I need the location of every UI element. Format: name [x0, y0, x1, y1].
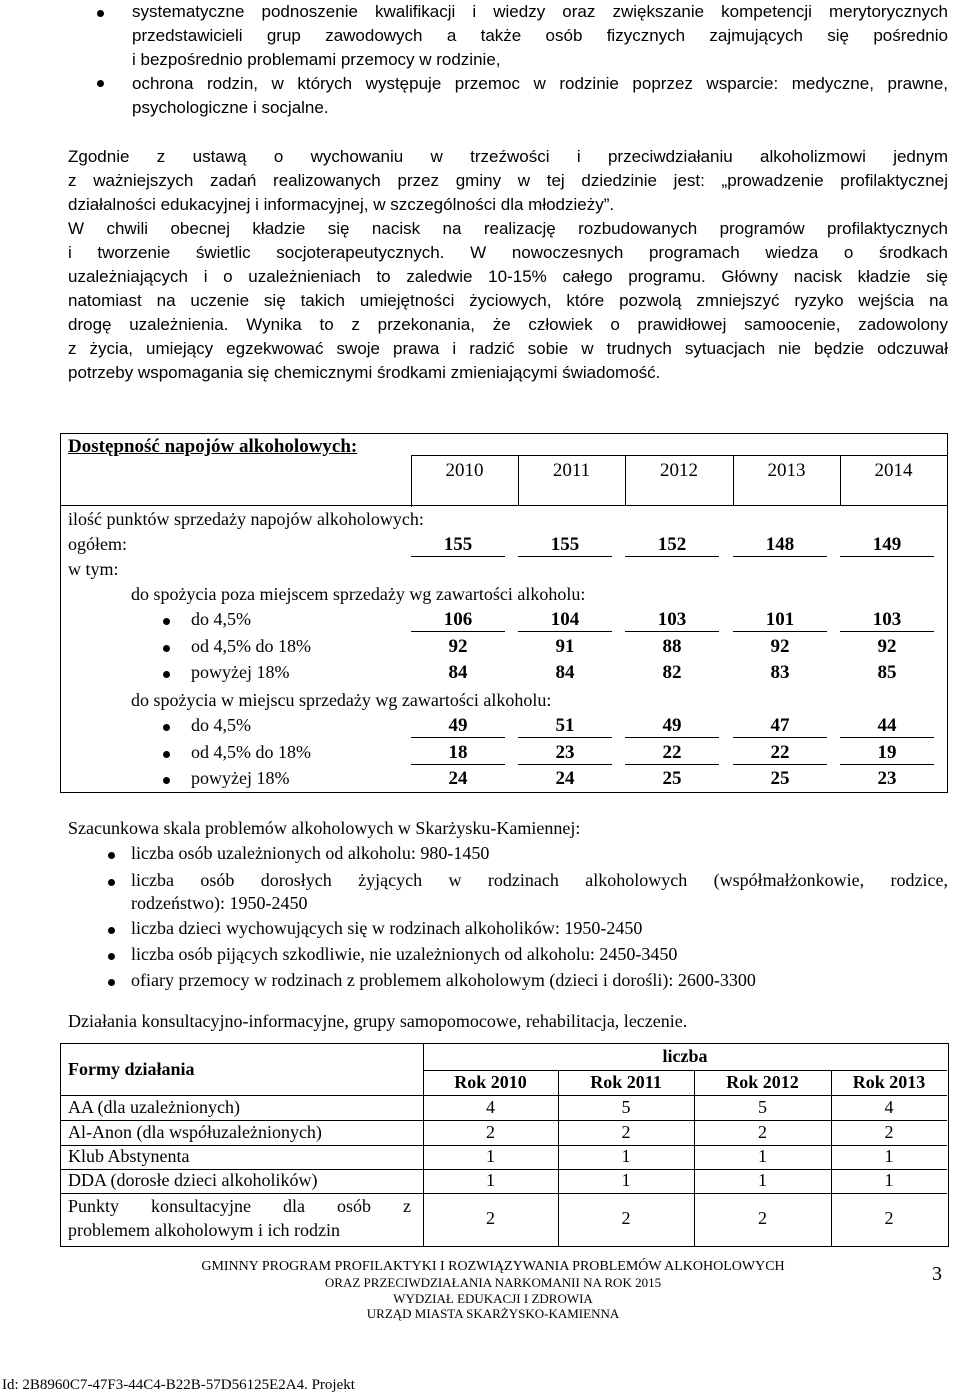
total-value: 155 — [518, 534, 612, 557]
on-value: 49 — [411, 715, 505, 738]
year-header: Rok 2012 — [726, 1072, 799, 1092]
form-value: 2 — [621, 1122, 631, 1142]
off-value: 92 — [877, 636, 897, 657]
bullet-icon — [163, 671, 170, 678]
off-value: 84 — [555, 662, 575, 683]
form-value: 2 — [884, 1208, 894, 1228]
form-label: AA (dla uzależnionych) — [68, 1097, 240, 1117]
on-value: 24 — [555, 768, 575, 789]
off-value: 83 — [770, 662, 790, 683]
bullet-icon — [163, 751, 170, 758]
form-value: 1 — [486, 1170, 495, 1190]
year-header: Rok 2013 — [852, 1072, 926, 1092]
form-value: 5 — [758, 1097, 767, 1117]
paragraph-line: z życia, umiejący egzekwować swoje prawa i radzić sobie w trudnych sytuacjach nie będzie odczuwał — [68, 339, 948, 358]
form-value: 2 — [758, 1208, 767, 1228]
incl-label: w tym: — [68, 559, 119, 579]
row-label: do 4,5% — [191, 609, 251, 629]
bullet-icon — [97, 80, 104, 87]
footer-line: ORAZ PRZECIWDZIAŁANIA NARKOMANII NA ROK 2015 — [324, 1275, 662, 1290]
total-value: 148 — [733, 534, 827, 557]
form-value: 1 — [884, 1146, 894, 1166]
on-value: 22 — [625, 742, 719, 765]
count-header: liczba — [662, 1046, 708, 1066]
form-value: 1 — [758, 1146, 767, 1166]
off-value: 101 — [733, 609, 827, 632]
footer-line: WYDZIAŁ EDUKACJI I ZDROWIA — [393, 1291, 593, 1306]
form-label: Al-Anon (dla współuzależnionych) — [68, 1122, 322, 1142]
actions-heading: Działania konsultacyjno-informacyjne, grupy samopomocowe, rehabilitacja, leczenie. — [68, 1011, 688, 1031]
off-value: 91 — [555, 636, 575, 657]
on-value: 47 — [733, 715, 827, 738]
on-value: 44 — [840, 715, 934, 738]
paragraph-line: działalności edukacyjnej i informacyjnej, w szczególności dla młodzieży”. — [68, 195, 615, 214]
bullet-icon — [108, 927, 115, 934]
off-premises-label: do spożycia poza miejscem sprzedaży wg zawartości alkoholu: — [131, 584, 586, 604]
off-value: 82 — [662, 662, 682, 683]
paragraph-line: natomiast na uczenie się takich umiejętności życiowych, które pozwolą zmniejszyć ryzyko wejścia na — [68, 291, 948, 310]
points-label: ilość punktów sprzedaży napojów alkoholowych: — [68, 509, 424, 529]
off-value: 92 — [448, 636, 468, 657]
off-value: 104 — [518, 609, 612, 632]
off-value: 103 — [840, 609, 934, 632]
off-value: 85 — [877, 662, 897, 683]
form-value: 1 — [758, 1170, 767, 1190]
form-value: 1 — [621, 1146, 631, 1166]
form-value: 2 — [758, 1122, 767, 1142]
scale-item: liczba dzieci wychowujących się w rodzinach alkoholików: 1950-2450 — [131, 918, 643, 938]
availability-title: Dostępność napojów alkoholowych: — [68, 436, 358, 457]
row-label: do 4,5% — [191, 715, 251, 735]
total-value: 152 — [625, 534, 719, 557]
year-header: 2014 — [874, 460, 913, 481]
year-header: Rok 2011 — [590, 1072, 662, 1092]
total-label: ogółem: — [68, 534, 127, 554]
form-label: problemem alkoholowym i ich rodzin — [68, 1220, 340, 1240]
row-label: od 4,5% do 18% — [191, 742, 311, 762]
paragraph-line: Zgodnie z ustawą o wychowaniu w trzeźwości i przeciwdziałaniu alkoholizmowi jednym — [68, 147, 948, 166]
document-id: Id: 2B8960C7-47F3-44C4-B22B-57D56125E2A4. Projekt — [2, 1377, 355, 1393]
form-value: 2 — [486, 1208, 495, 1228]
bullet-icon — [108, 953, 115, 960]
on-value: 51 — [518, 715, 612, 738]
bullet-icon — [163, 645, 170, 652]
bullet-icon — [108, 852, 115, 859]
off-value: 88 — [662, 636, 682, 657]
scale-item: rodzeństwo): 1950-2450 — [131, 893, 308, 913]
paragraph-line: uzależniających i o uzależnieniach to zaledwie 10-15% całego programu. Główny nacisk kładzie się — [68, 267, 948, 286]
year-header: Rok 2010 — [454, 1072, 527, 1092]
divider — [423, 1070, 947, 1071]
on-value: 23 — [518, 742, 612, 765]
row-label: powyżej 18% — [191, 662, 290, 682]
form-value: 2 — [621, 1208, 631, 1228]
year-header: 2011 — [552, 460, 591, 481]
row-label: od 4,5% do 18% — [191, 636, 311, 656]
form-label: DDA (dorosłe dzieci alkoholików) — [68, 1170, 318, 1190]
top-bullet-1-line-1: systematyczne podnoszenie kwalifikacji i wiedzy oraz zwiększanie kompetencji merytorycznych — [132, 2, 948, 21]
form-value: 4 — [486, 1097, 495, 1117]
form-value: 4 — [884, 1097, 894, 1117]
form-value: 1 — [486, 1146, 495, 1166]
on-premises-label: do spożycia w miejscu sprzedaży wg zawartości alkoholu: — [131, 690, 552, 710]
bullet-icon — [108, 979, 115, 986]
bullet-icon — [163, 777, 170, 784]
top-bullet-2-line-2: psychologiczne i socjalne. — [132, 98, 329, 117]
form-value: 2 — [884, 1122, 894, 1142]
footer-line: URZĄD MIASTA SKARŻYSKO-KAMIENNA — [366, 1306, 620, 1321]
paragraph-line: z ważniejszych zadań realizowanych przez gminy w tej dziedzinie jest: „prowadzenie profilaktycznej — [68, 171, 948, 190]
on-value: 19 — [840, 742, 934, 765]
scale-item: liczba osób pijących szkodliwie, nie uzależnionych od alkoholu: 2450-3450 — [131, 944, 678, 964]
off-value: 106 — [411, 609, 505, 632]
year-header: 2012 — [660, 460, 698, 481]
on-value: 22 — [733, 742, 827, 765]
scale-item: ofiary przemocy w rodzinach z problemem alkoholowym (dzieci i dorośli): 2600-3300 — [131, 970, 756, 990]
form-value: 1 — [884, 1170, 894, 1190]
year-header: 2010 — [445, 460, 484, 481]
top-bullet-1-line-3: i bezpośrednio problemami przemocy w rodzinie, — [132, 50, 501, 69]
bullet-icon — [163, 724, 170, 731]
page-number: 3 — [932, 1263, 942, 1285]
form-value: 5 — [621, 1097, 631, 1117]
on-value: 25 — [770, 768, 790, 789]
off-value: 84 — [448, 662, 468, 683]
on-value: 24 — [448, 768, 468, 789]
divider — [60, 1193, 947, 1194]
forms-col-header: Formy działania — [68, 1059, 195, 1079]
total-value: 149 — [840, 534, 934, 557]
scale-item: liczba osób uzależnionych od alkoholu: 980-1450 — [131, 843, 490, 863]
year-header: 2013 — [767, 460, 806, 481]
row-label: powyżej 18% — [191, 768, 290, 788]
form-value: 2 — [486, 1122, 495, 1142]
total-value: 155 — [411, 534, 505, 557]
divider — [60, 1095, 947, 1096]
top-bullet-2-line-1: ochrona rodzin, w których występuje przemoc w rodzinie poprzez wsparcie: medyczne, prawne, — [132, 74, 948, 93]
scale-title: Szacunkowa skala problemów alkoholowych w Skarżysku-Kamiennej: — [68, 818, 581, 838]
paragraph-line: i tworzenie świetlic socjoterapeutycznych. W nowoczesnych programach wiedza o środkach — [68, 243, 948, 262]
divider — [60, 1120, 947, 1121]
paragraph-line: W chwili obecnej kładzie się nacisk na realizację rozbudowanych programów profilaktycznych — [68, 219, 948, 238]
form-label: Punkty konsultacyjne dla osób z — [68, 1196, 411, 1216]
footer-line: GMINNY PROGRAM PROFILAKTYKI I ROZWIĄZYWANIA PROBLEMÓW ALKOHOLOWYCH — [201, 1259, 785, 1274]
scale-item: liczba osób dorosłych żyjących w rodzinach alkoholowych (współmałżonkowie, rodzice, — [131, 870, 948, 890]
form-label: Klub Abstynenta — [68, 1146, 190, 1166]
bullet-icon — [108, 879, 115, 886]
on-value: 49 — [625, 715, 719, 738]
on-value: 18 — [411, 742, 505, 765]
off-value: 103 — [625, 609, 719, 632]
bullet-icon — [163, 618, 170, 625]
on-value: 25 — [662, 768, 682, 789]
paragraph-line: drogę uzależnienia. Wynika to z przekonania, że człowiek o prawidłowej samoocenie, zadowolony — [68, 315, 948, 334]
bullet-icon — [97, 10, 104, 17]
on-value: 23 — [877, 768, 897, 789]
form-value: 1 — [621, 1170, 631, 1190]
off-value: 92 — [770, 636, 790, 657]
top-bullet-1-line-2: przedstawicieli grup zawodowych a także osób fizycznych zajmujących się pośrednio — [132, 26, 948, 45]
paragraph-line: potrzeby wspomagania się chemicznymi środkami zmieniającymi świadomość. — [68, 363, 661, 382]
